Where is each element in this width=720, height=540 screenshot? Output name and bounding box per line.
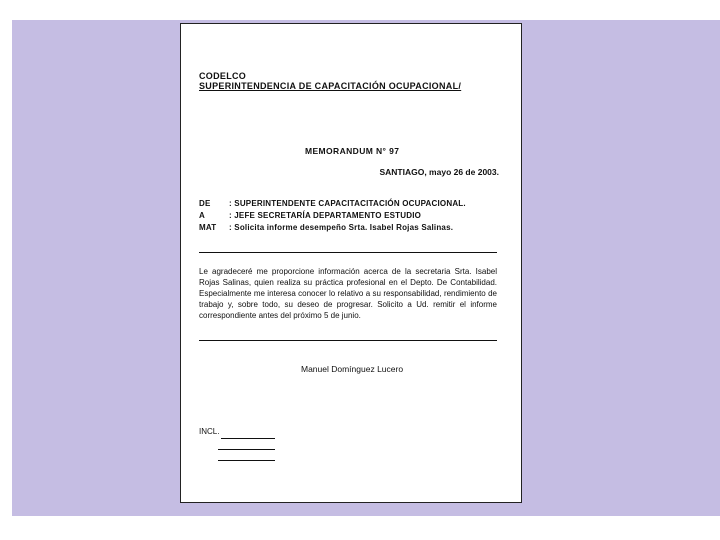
to-value: : JEFE SECRETARÍA DEPARTAMENTO ESTUDIO bbox=[229, 211, 422, 220]
subject-value: : Solicita informe desempeño Srta. Isabel Rojas Salinas. bbox=[229, 223, 454, 232]
enclosure-label: INCL. bbox=[199, 427, 220, 436]
subject-line bbox=[199, 223, 453, 232]
org-unit: SUPERINTENDENCIA DE CAPACITACIÓN OCUPACIONAL/ bbox=[199, 81, 462, 91]
enclosure-line bbox=[218, 460, 275, 461]
memo-date: SANTIAGO, mayo 26 de 2003. bbox=[379, 167, 499, 177]
enclosure-line bbox=[221, 438, 275, 439]
to-line bbox=[199, 211, 421, 220]
signer-name: Manuel Domínguez Lucero bbox=[301, 364, 404, 374]
memo-body: Le agradeceré me proporcione información acerca de la secretaria Srta. Isabel Rojas Salinas, quien realiza su práctica profesional en el Depto. De Contabilidad. Especialmente me interesa conocer lo relativo a su responsabilidad, rendimiento de trabajo y, sobre todo, su deseo de progresar. Solicito a Ud. remitir el informe correspondiente antes del próximo 5 de junio. bbox=[199, 267, 497, 320]
from-key: DE bbox=[199, 199, 211, 208]
subject-key: MAT bbox=[199, 223, 217, 232]
from-line bbox=[199, 199, 466, 208]
divider-top bbox=[199, 252, 497, 253]
to-key: A bbox=[199, 211, 205, 220]
from-value: : SUPERINTENDENTE CAPACITACITACIÓN OCUPACIONAL. bbox=[229, 199, 466, 208]
memo-document bbox=[180, 23, 522, 503]
org-name: CODELCO bbox=[199, 71, 247, 81]
divider-bottom bbox=[199, 340, 497, 341]
enclosure-line bbox=[218, 449, 275, 450]
organization-header bbox=[199, 71, 461, 91]
memo-title: MEMORANDUM N° 97 bbox=[305, 146, 400, 156]
